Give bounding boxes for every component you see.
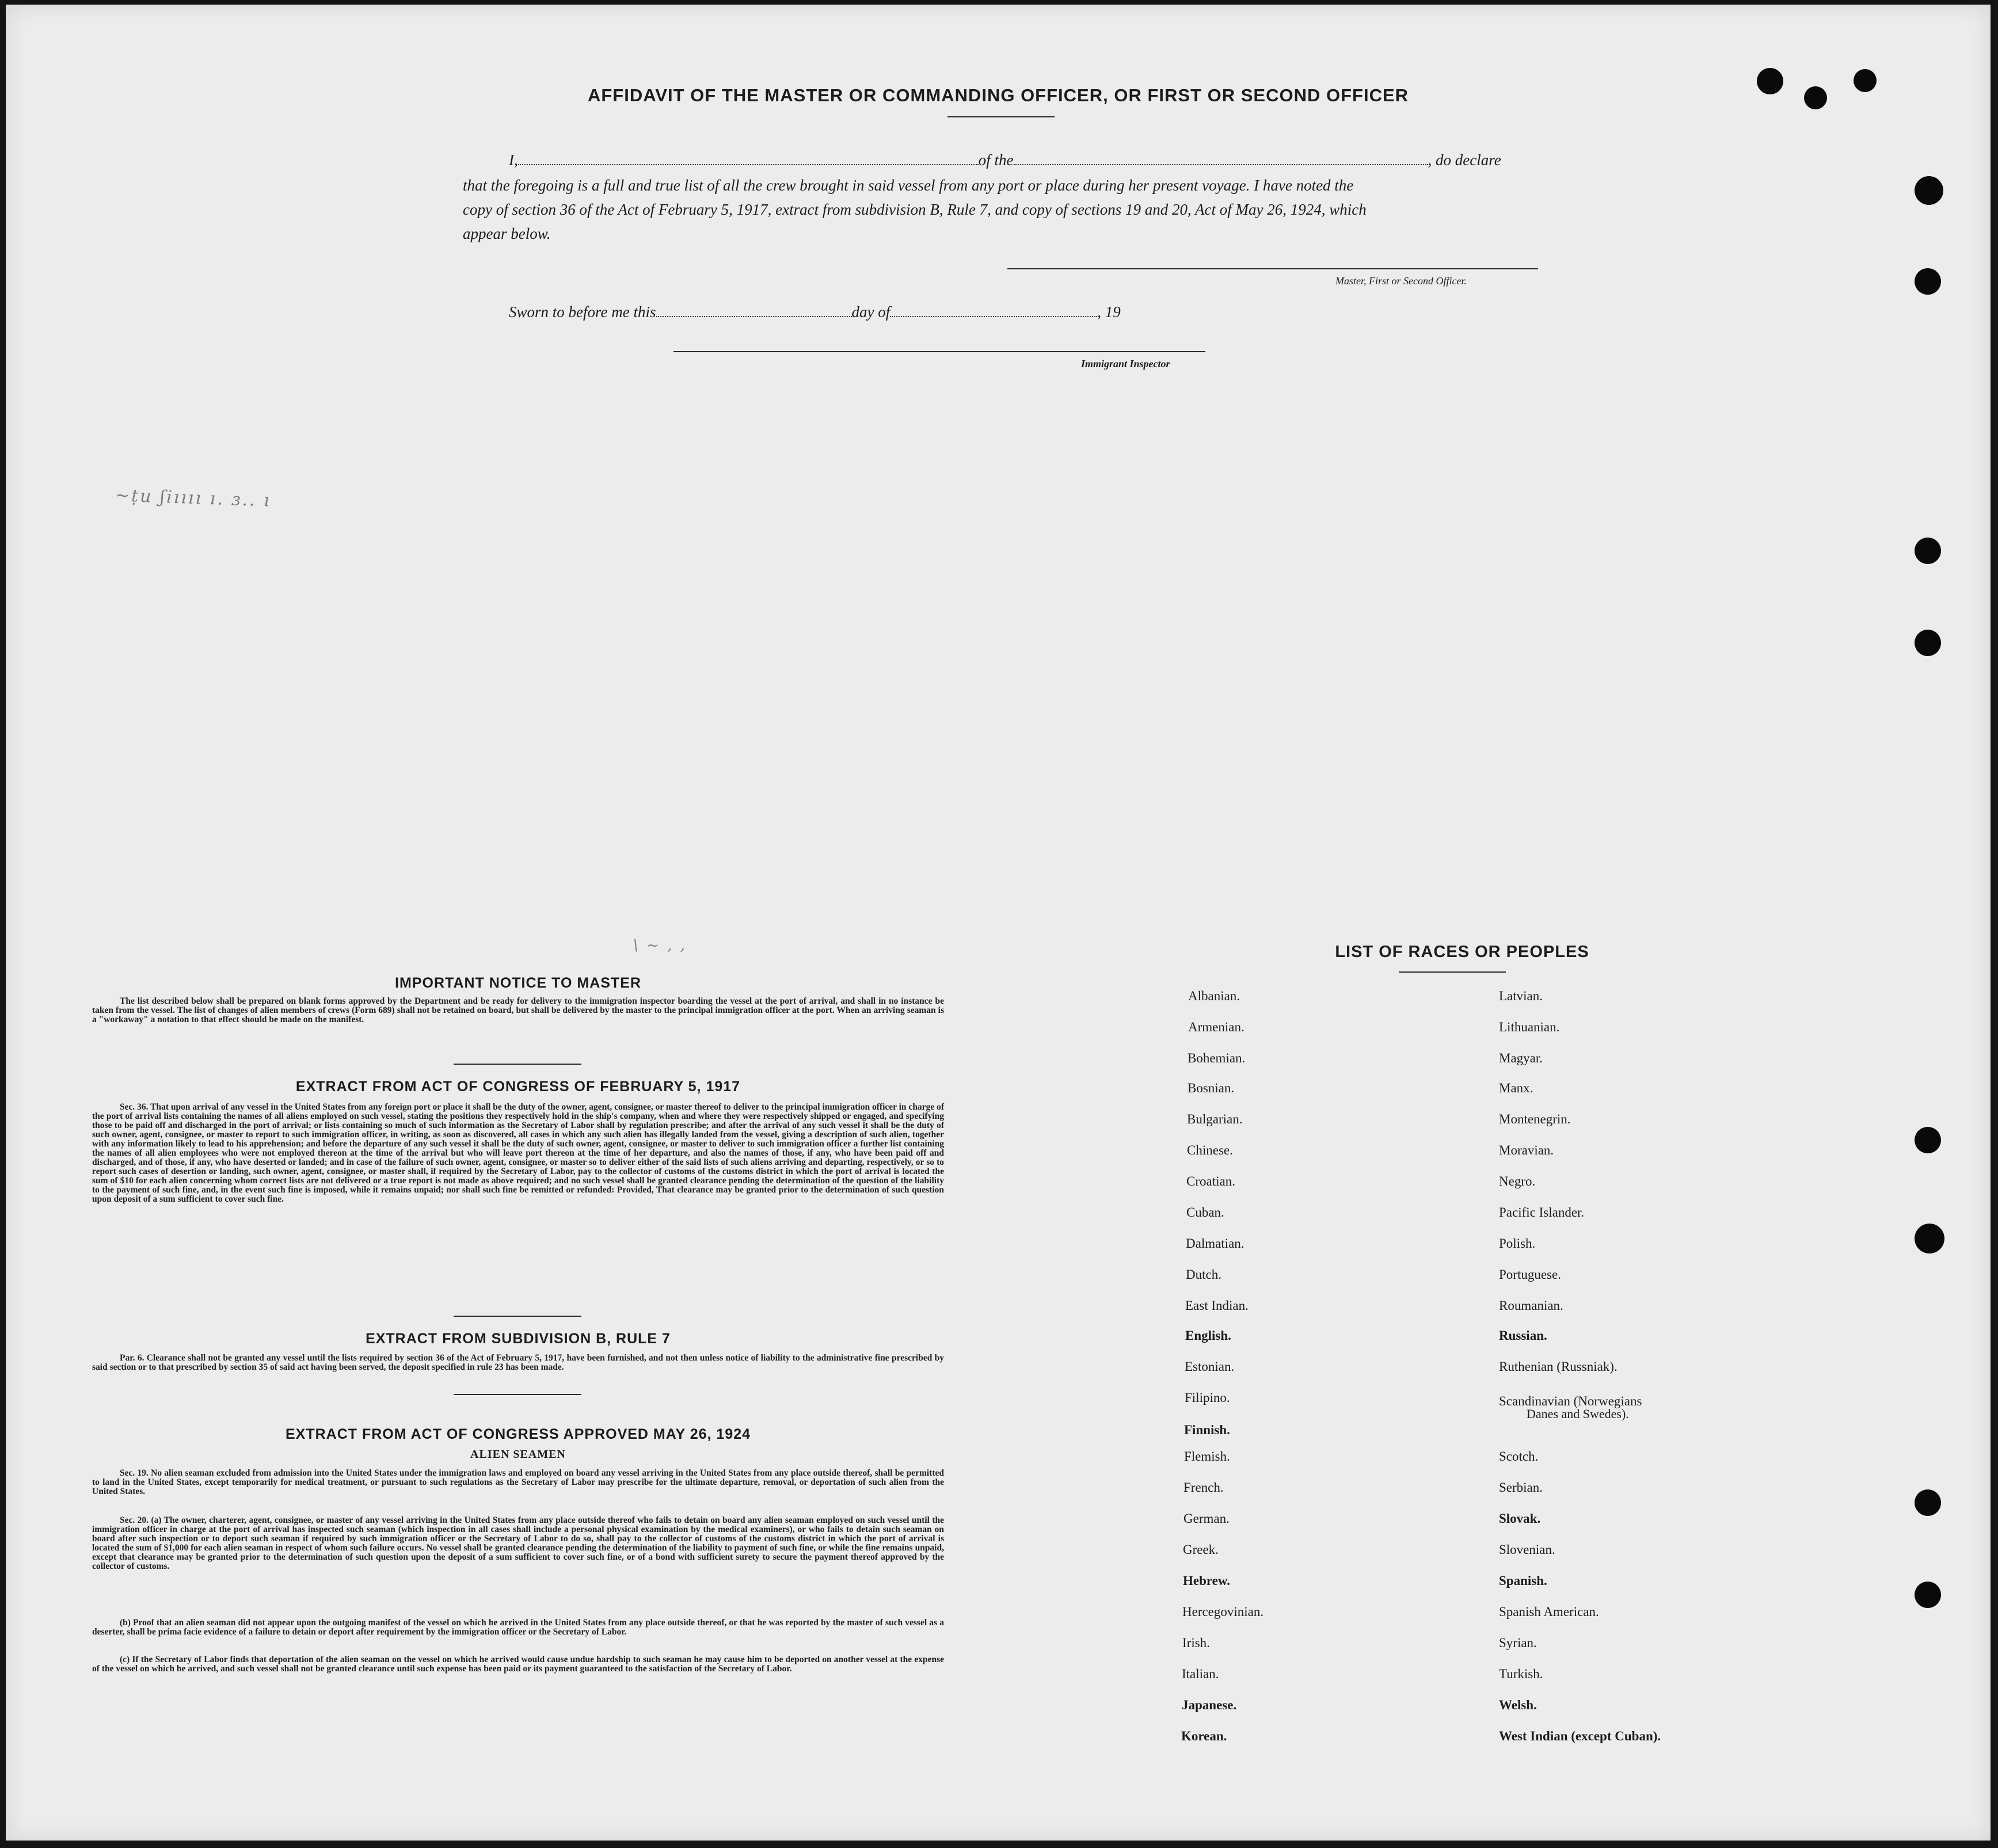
sworn-month-field[interactable]: [890, 303, 1097, 317]
day-of-label: day of: [851, 303, 890, 321]
sec-20a-body: Sec. 20. (a) The owner, charterer, agent, consignee, or master of any vessel arriving in the United States from any place outside thereof who fails to detain on board any alien seaman employed on such vessel until the immigration officer in charge at the port of arrival has inspected such seaman (which inspection in all cases shall include a personal physical examination by the medical examiners), or who fails to detain such seaman on board after such inspection or to deport such seaman if required by such immigration officer or the Secretary of Labor to do so, shall pay to the collector of customs of the customs district in which the port of arrival is located the sum of $1,000 for each alien seaman in respect of whom such failure occurs. No vessel shall be granted clearance pending the determination of the liability to payment of such fine, or while the fine remains unpaid, except that clearance may be granted prior to the determination of such question upon the deposit of a sum sufficient to cover such fine, or of a bond with sufficient surety to secure the payment thereof approved by the collector of customs.: [92, 1515, 944, 1571]
race-item: English.: [1185, 1328, 1231, 1343]
extract-rule7-title: EXTRACT FROM SUBDIVISION B, RULE 7: [366, 1331, 671, 1347]
race-item: Russian.: [1499, 1328, 1547, 1343]
notice-body: The list described below shall be prepared on blank forms approved by the Department and be ready for delivery to the immigration inspector boarding the vessel at the port of arrival, and shall in no instance be taken from the vessel. The list of changes of alien members of crews (Form 689) shall not be retained on board, but shall be delivered by the master to the principal immigration officer at the port. When an arriving seaman is a "workaway" a notation to that effect should be made on the manifest.: [92, 996, 944, 1024]
race-item: Latvian.: [1499, 989, 1543, 1003]
extract-1917-body: Sec. 36. That upon arrival of any vessel in the United States from any foreign port or place it shall be the duty of the owner, agent, consignee, or master thereof to deliver to the principal immigration officer in charge of the port of arrival lists containing the names of all aliens employed on such vessel, stating the positions they respectively hold in the ship's company, when and where they were respectively shipped or engaged, and specifying those to be paid off and discharged in the port of arrival; or lists containing so much of such information as the Secretary of Labor shall by regulation prescribe; and after the arrival of any such vessel it shall be the duty of such owner, agent, consignee, or master to report to such immigration officer, in writing, as soon as discovered, all cases in which any such alien has illegally landed from the vessel, giving a description of such alien, together with any information likely to lead to his apprehension; and before the departure of any such vessel it shall be the duty of such owner, agent, consignee, or master to deliver to such immigration officer a further list containing the names of all alien employees who were not employed thereon at the time of the arrival but who will leave port thereon at the time of her departure, and also the names of those, if any, who have been paid off and discharged, and of those, if any, who have deserted or landed; and in case of the failure of such owner, agent, consignee, or master so to deliver either of the said lists of such aliens arriving and departing, respectively, or so to report such cases of desertion or landing, such owner, agent, consignee, or master shall, if required by the Secretary of Labor, pay to the collector of customs of the customs district in which the port of arrival is located the sum of $10 for each alien concerning whom correct lists are not delivered or a true report is not made as above required; and no such vessel shall be granted clearance pending the determination of the question of the liability to the payment of such fine, and, in the event such fine is imposed, while it remains unpaid; nor shall such fine be remitted or refunded: Provided, That clearance may be granted prior to the determination of such question upon deposit of a sum sufficient to cover such fine.: [92, 1102, 944, 1204]
race-item: Moravian.: [1499, 1143, 1554, 1157]
affidavit-line-4: appear below.: [463, 225, 551, 242]
affidavit-line-2: that the foregoing is a full and true list of all the crew brought in said vessel from any port or place during her present voyage. I have noted the: [463, 177, 1354, 194]
race-item: Greek.: [1183, 1542, 1219, 1557]
race-item: Dalmatian.: [1186, 1236, 1245, 1251]
extract-rule7-body: Par. 6. Clearance shall not be granted any vessel until the lists required by section 36 of the Act of February 5, 1917, have been furnished, and not then unless notice of liability to the administrative fine prescribed by said section or to that prescribed by section 35 of said act having been served, the deposit specified in rule 23 has been made.: [92, 1353, 944, 1372]
race-item: Estonian.: [1185, 1359, 1235, 1374]
divider-2: [454, 1316, 581, 1317]
race-item: Chinese.: [1187, 1143, 1233, 1157]
race-item: Cuban.: [1186, 1205, 1224, 1220]
faint-handwriting: ~ṭu ʃiıııı ı. ɜ.. ı: [115, 485, 272, 511]
vessel-label: of the: [978, 151, 1014, 169]
race-item: Roumanian.: [1499, 1298, 1563, 1313]
punch-hole: [1854, 69, 1877, 92]
races-title: LIST OF RACES OR PEOPLES: [1335, 943, 1589, 961]
punch-hole: [1915, 1582, 1941, 1608]
race-item: Armenian.: [1188, 1020, 1245, 1034]
race-item: Korean.: [1181, 1729, 1227, 1743]
punch-hole: [1757, 68, 1783, 94]
race-item: Scandinavian (Norwegians: [1499, 1394, 1642, 1408]
extract-1917-title: EXTRACT FROM ACT OF CONGRESS OF FEBRUARY 5, 1917: [295, 1079, 741, 1095]
alien-seamen-subtitle: ALIEN SEAMEN: [470, 1448, 566, 1461]
officer-signature-caption: Master, First or Second Officer.: [1335, 275, 1467, 287]
race-item: Ruthenian (Russniak).: [1499, 1359, 1618, 1374]
race-item: Turkish.: [1499, 1667, 1543, 1681]
race-item: Welsh.: [1499, 1698, 1537, 1712]
punch-hole: [1915, 538, 1941, 564]
race-item: Manx.: [1499, 1081, 1533, 1095]
race-item: Syrian.: [1499, 1636, 1537, 1650]
race-item: Filipino.: [1185, 1390, 1230, 1405]
race-item: Portuguese.: [1499, 1267, 1561, 1282]
notice-title: IMPORTANT NOTICE TO MASTER: [395, 975, 641, 991]
affidavit-line-1: [509, 147, 1545, 173]
sec-20c-body: (c) If the Secretary of Labor finds that deportation of the alien seaman on the vessel on which he arrived would cause undue hardship to such seaman he may cause him to be deported on another vessel at the expense of the vessel on which he arrived, and such vessel shall not be granted clearance until such expense has been paid or its payment guaranteed to the satisfaction of the Secretary of Labor.: [92, 1655, 944, 1674]
race-item: Spanish.: [1499, 1573, 1547, 1588]
sworn-label: Sworn to before me this: [509, 303, 656, 321]
officer-signature-line[interactable]: [1007, 268, 1538, 269]
sec-19-body: Sec. 19. No alien seaman excluded from admission into the United States under the immigration laws and employed on board any vessel arriving in the United States from any place outside thereof, shall be permitted to land in the United States, except temporarily for medical treatment, or pursuant to such regulations as the Secretary of Labor may prescribe for the ultimate departure, removal, or deportation of such alien from the United States.: [92, 1468, 944, 1496]
race-item: Serbian.: [1499, 1480, 1543, 1495]
race-item: Scotch.: [1499, 1449, 1539, 1464]
race-item: Bosnian.: [1188, 1081, 1235, 1095]
race-item: Danes and Swedes).: [1527, 1407, 1629, 1421]
race-item: West Indian (except Cuban).: [1499, 1729, 1661, 1743]
race-item: German.: [1183, 1511, 1230, 1526]
race-item: Hercegovinian.: [1182, 1605, 1264, 1619]
race-item: Croatian.: [1186, 1174, 1235, 1188]
vessel-name-field[interactable]: [1014, 151, 1428, 165]
race-item: Pacific Islander.: [1499, 1205, 1585, 1220]
declarant-name-field[interactable]: [518, 151, 979, 165]
divider-1: [454, 1064, 581, 1065]
title-underline: [947, 116, 1055, 117]
document-page: [6, 5, 1991, 1841]
sec-20b-body: (b) Proof that an alien seaman did not appear upon the outgoing manifest of the vessel on which he arrived in the United States from any place outside thereof, or that he was reported by the master of such vessel as a deserter, shall be prima facie evidence of a failure to detain or deport after requirement by the immigration officer or the Secretary of Labor.: [92, 1618, 944, 1637]
inspector-signature-line[interactable]: [673, 351, 1205, 352]
race-item: Montenegrin.: [1499, 1112, 1571, 1126]
punch-hole: [1915, 1489, 1941, 1516]
race-item: Hebrew.: [1183, 1573, 1230, 1588]
punch-hole: [1915, 1224, 1944, 1253]
race-item: Albanian.: [1188, 989, 1240, 1003]
affidavit-line-3: copy of section 36 of the Act of February 5, 1917, extract from subdivision B, Rule 7, and copy of sections 19 and 20, Act of May 26, 1924, which: [463, 201, 1367, 218]
race-item: Flemish.: [1184, 1449, 1230, 1464]
race-item: Bulgarian.: [1187, 1112, 1243, 1126]
race-item: Slovak.: [1499, 1511, 1541, 1526]
declare-label: , do declare: [1428, 151, 1501, 169]
race-item: Dutch.: [1186, 1267, 1221, 1282]
race-item: Negro.: [1499, 1174, 1536, 1188]
punch-hole: [1915, 1127, 1941, 1153]
punch-hole: [1915, 268, 1941, 295]
punch-hole: [1915, 176, 1943, 205]
affidavit-title: AFFIDAVIT OF THE MASTER OR COMMANDING OFFICER, OR FIRST OR SECOND OFFICER: [587, 85, 1409, 105]
race-item: Finnish.: [1184, 1423, 1230, 1437]
declarant-label: I,: [509, 151, 518, 169]
races-title-underline: [1399, 971, 1506, 973]
race-item: Japanese.: [1182, 1698, 1237, 1712]
year-label: , 19: [1097, 303, 1121, 321]
race-item: Slovenian.: [1499, 1542, 1555, 1557]
race-item: East Indian.: [1185, 1298, 1249, 1313]
punch-hole: [1915, 630, 1941, 656]
sworn-line: [509, 299, 1257, 325]
faint-handwriting-2: \ ~ , ,: [633, 937, 687, 954]
inspector-caption: Immigrant Inspector: [1081, 358, 1170, 369]
race-item: Italian.: [1182, 1667, 1219, 1681]
race-item: French.: [1183, 1480, 1224, 1495]
race-item: Bohemian.: [1188, 1051, 1246, 1065]
race-item: Polish.: [1499, 1236, 1536, 1251]
extract-1924-title: EXTRACT FROM ACT OF CONGRESS APPROVED MAY 26, 1924: [285, 1426, 751, 1442]
divider-3: [454, 1394, 581, 1395]
sworn-day-field[interactable]: [656, 303, 852, 317]
race-item: Irish.: [1182, 1636, 1210, 1650]
race-item: Lithuanian.: [1499, 1020, 1560, 1034]
punch-hole: [1804, 86, 1827, 109]
race-item: Spanish American.: [1499, 1605, 1599, 1619]
race-item: Magyar.: [1499, 1051, 1543, 1065]
